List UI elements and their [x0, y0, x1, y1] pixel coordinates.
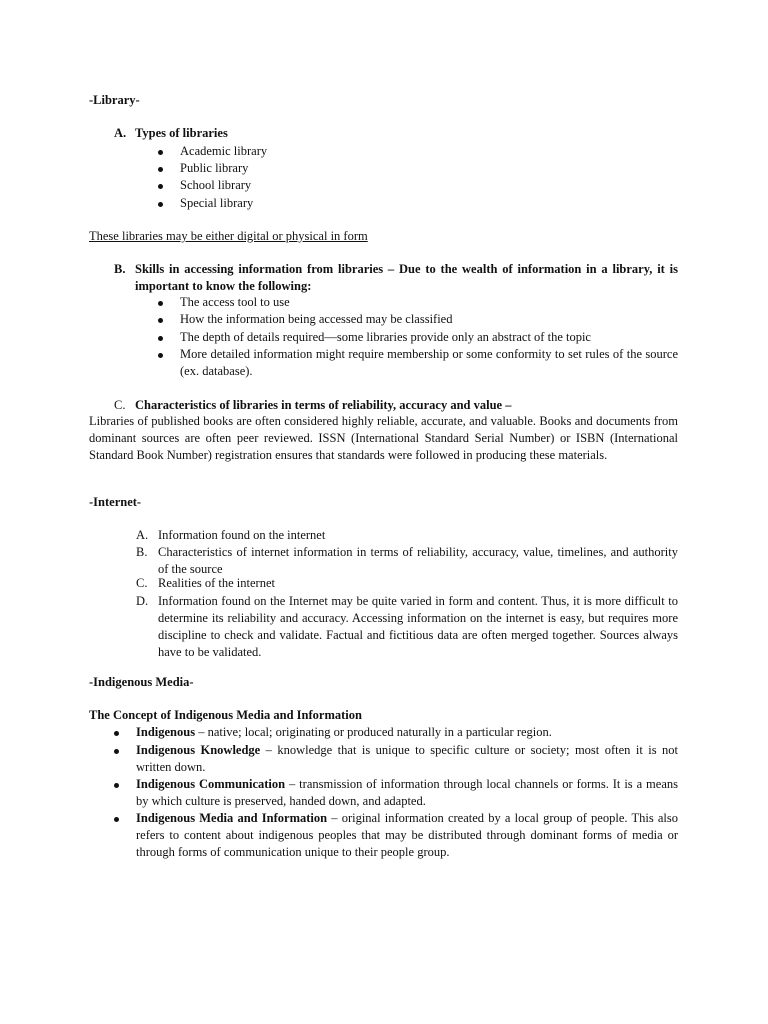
internet-item-marker: A.	[136, 528, 149, 542]
indigenous-item	[136, 742, 678, 776]
bullet-icon	[158, 160, 163, 177]
library-type-item: School library	[180, 178, 252, 192]
indigenous-item	[136, 810, 678, 861]
library-b-marker: B.	[114, 262, 126, 276]
bullet-icon	[114, 724, 119, 741]
bullet-icon	[114, 742, 119, 759]
indigenous-subheading: The Concept of Indigenous Media and Information	[89, 708, 362, 722]
internet-item-text: Realities of the internet	[158, 576, 275, 590]
library-c-marker: C.	[114, 398, 126, 412]
library-c-paragraph: Libraries of published books are often considered highly reliable, accurate, and valuable. Books and documents from dominant sources are often peer reviewed. ISSN (International Standard Serial Number) or ISBN (International Standard Book Number) registration ensures that standards were followed in producing these materials.	[89, 414, 678, 462]
internet-item-marker: C.	[136, 576, 148, 590]
indigenous-item	[136, 776, 678, 810]
internet-heading: -Internet-	[89, 495, 142, 509]
internet-item-text: Information found on the internet	[158, 528, 326, 542]
skill-item: The depth of details required—some libraries provide only an abstract of the topic	[180, 330, 591, 344]
bullet-icon	[114, 810, 119, 827]
bullet-icon	[158, 294, 163, 311]
skill-item: How the information being accessed may be classified	[180, 312, 453, 326]
library-type-item: Special library	[180, 196, 254, 210]
indigenous-definition: – native; local; originating or produced naturally in a particular region.	[195, 725, 552, 739]
library-a-marker: A.	[114, 126, 127, 140]
internet-item-text: Characteristics of internet information in terms of reliability, accuracy, value, timelines, and authority of the source	[158, 545, 678, 576]
indigenous-definition: – original information created by a local group of people. This also refers to content about indigenous peoples that may be distributed through dominant forms of media or through forms of communication unique to their people group.	[136, 811, 679, 859]
library-type-item: Academic library	[180, 144, 268, 158]
bullet-icon	[158, 329, 163, 346]
library-note: These libraries may be either digital or physical in form	[89, 229, 368, 243]
indigenous-term: Indigenous	[136, 725, 196, 739]
indigenous-term: Indigenous Communication	[136, 777, 286, 791]
indigenous-term: Indigenous Knowledge	[136, 743, 261, 757]
library-a-title: Types of libraries	[135, 126, 228, 140]
indigenous-term: Indigenous Media and Information	[136, 811, 328, 825]
bullet-icon	[158, 346, 163, 363]
bullet-icon	[158, 143, 163, 160]
library-b-title: Skills in accessing information from libraries – Due to the wealth of information in a library, it is important to know the following:	[135, 262, 678, 293]
internet-item-marker: D.	[136, 594, 149, 608]
library-type-item: Public library	[180, 161, 249, 175]
bullet-icon	[114, 776, 119, 793]
internet-item-text: Information found on the Internet may be quite varied in form and content. Thus, it is more difficult to determine its reliability and accuracy. Accessing information on the internet is easy, but requires more discipline to check and validate. Factual and fictitious data are often merged together. Sources always have to be validated.	[158, 594, 678, 659]
skill-item: The access tool to use	[180, 295, 290, 309]
bullet-icon	[158, 311, 163, 328]
skill-item: More detailed information might require membership or some conformity to set rules of the source (ex. database).	[180, 347, 678, 378]
indigenous-definition: – knowledge that is unique to specific culture or society; most often it is not written down.	[136, 743, 678, 774]
library-heading: -Library-	[89, 93, 140, 107]
indigenous-item	[136, 724, 678, 741]
indigenous-heading: -Indigenous Media-	[89, 675, 194, 689]
library-c-title: Characteristics of libraries in terms of reliability, accuracy and value –	[135, 398, 512, 412]
bullet-icon	[158, 195, 163, 212]
bullet-icon	[158, 177, 163, 194]
internet-item-marker: B.	[136, 545, 148, 559]
indigenous-definition: – transmission of information through local channels or forms. It is a means by which culture is preserved, handed down, and adapted.	[136, 777, 678, 808]
